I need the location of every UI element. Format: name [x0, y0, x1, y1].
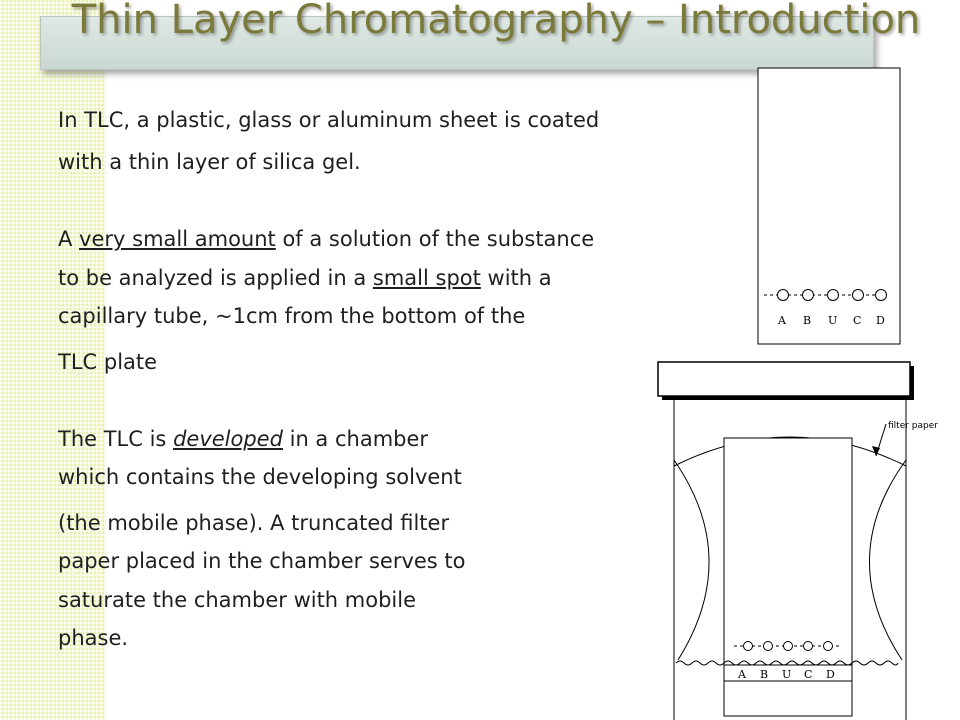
filter-paper-left-edge — [674, 460, 709, 660]
sample-spot — [876, 290, 887, 301]
paragraph-3-line-3: (the mobile phase). A truncated filter — [58, 511, 450, 535]
sample-spot — [824, 642, 833, 651]
underlined-text: small spot — [372, 266, 481, 290]
title-bar — [40, 0, 921, 70]
lane-label: B — [760, 668, 769, 681]
paragraph-1-line-2: with a thin layer of silica gel. — [58, 150, 361, 174]
paragraph-3-line-2: which contains the developing solvent — [58, 465, 462, 489]
paragraph-2-line-1 — [58, 227, 594, 251]
text-run: in a chamber — [282, 427, 429, 451]
paragraph-2-line-3: capillary tube, ~1cm from the bottom of the — [58, 304, 526, 328]
paragraph-3-line-5: saturate the chamber with mobile — [58, 588, 417, 612]
sample-spot — [764, 642, 773, 651]
developing-chamber-figure — [650, 358, 938, 720]
lane-label: C — [853, 314, 862, 327]
lane-label: D — [876, 314, 885, 327]
text-run: of a solution of the substance — [275, 227, 595, 251]
paragraph-2-line-2 — [58, 266, 552, 290]
tlc-plate-figure — [750, 62, 910, 347]
lane-label: U — [828, 314, 838, 327]
chamber-lid — [658, 362, 910, 396]
filter-paper-callout: filter paper — [888, 421, 938, 431]
sample-spot — [778, 290, 789, 301]
sample-spot — [804, 642, 813, 651]
tlc-plate — [758, 68, 900, 344]
text-run: A — [58, 227, 80, 251]
lane-label: D — [826, 668, 835, 681]
sample-spot — [828, 290, 839, 301]
sample-spot — [803, 290, 814, 301]
paragraph-3-line-1 — [58, 427, 428, 451]
lane-label: A — [778, 314, 786, 327]
text-run: to be analyzed is applied in a — [58, 266, 373, 290]
underlined-text: very small amount — [79, 227, 276, 251]
sample-spot — [853, 290, 864, 301]
slide-title: Thin Layer Chromatography – Introduction — [71, 0, 921, 43]
paragraph-3-line-4: paper placed in the chamber serves to — [58, 549, 466, 573]
sample-spot — [744, 642, 753, 651]
paragraph-2-line-4: TLC plate — [58, 350, 158, 374]
underlined-italic-text: developed — [173, 427, 283, 451]
paragraph-1-line-1: In TLC, a plastic, glass or aluminum sheet is coated — [58, 108, 600, 132]
text-run: with a — [480, 266, 552, 290]
lane-label: B — [803, 314, 812, 327]
paragraph-3-line-6: phase. — [58, 626, 129, 650]
lane-label: A — [738, 668, 746, 681]
sample-spot — [784, 642, 793, 651]
lane-label: U — [782, 668, 792, 681]
lane-label: C — [804, 668, 813, 681]
text-run: The TLC is — [58, 427, 174, 451]
filter-paper-right-edge — [869, 460, 906, 660]
